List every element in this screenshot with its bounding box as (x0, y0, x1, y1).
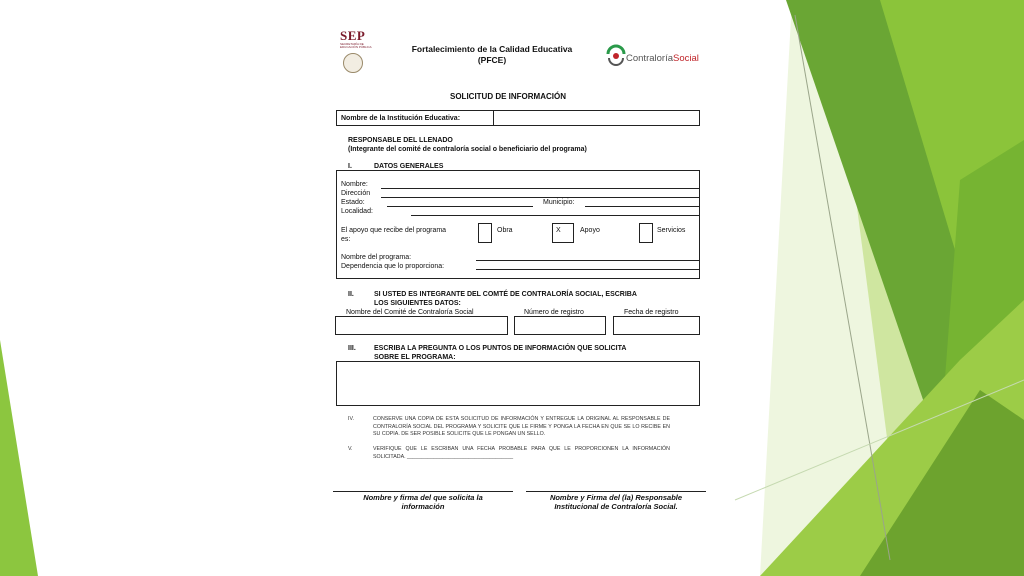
dependencia-field[interactable] (476, 269, 699, 270)
section5-text: VERIFIQUE QUE LE ESCRIBAN UNA FECHA PROBABLE PARA QUE LE PROPORCIONEN LA INFORMACIÓN SOLICITADA. ____________________________________ (373, 446, 670, 460)
pregunta-field[interactable] (336, 361, 700, 406)
signature-line-right (526, 491, 706, 492)
nombre-field[interactable] (381, 188, 699, 189)
contraloria-social-icon (606, 44, 626, 68)
datos-generales-box: Nombre: Dirección Estado: Municipio: Localidad: El apoyo que recibe del programa es: Obra X Apoyo Servicios Nombre del programa: Dependencia que lo proporciona: (336, 170, 700, 279)
institution-field[interactable]: Nombre de la Institución Educativa: (336, 110, 700, 126)
form-title: SOLICITUD DE INFORMACIÓN (450, 92, 566, 101)
obra-checkbox[interactable] (478, 223, 492, 243)
programa-field[interactable] (476, 260, 699, 261)
signature-left: Nombre y firma del que solicita la información (363, 493, 483, 511)
localidad-field[interactable] (411, 215, 699, 216)
seal-icon (343, 53, 363, 73)
sep-logo-subtext: SECRETARÍA DE EDUCACIÓN PÚBLICA (340, 42, 372, 49)
section1-number: I. (348, 163, 352, 170)
section2-number: II. (348, 291, 354, 298)
section2-title: SI USTED ES INTEGRANTE DEL COMTÉ DE CONTRALORÍA SOCIAL, ESCRIBA LOS SIGUIENTES DATOS: (374, 291, 637, 307)
signature-right: Nombre y Firma del (la) Responsable Institucional de Contraloría Social. (549, 493, 683, 511)
fecha-registro-field[interactable] (613, 316, 700, 335)
section4-number: IV. (348, 416, 354, 422)
responsable-title: RESPONSABLE DEL LLENADO (Integrante del comité de contraloría social o beneficiario del programa) (348, 137, 587, 153)
municipio-field[interactable] (585, 206, 699, 207)
servicios-checkbox[interactable] (639, 223, 653, 243)
section5-number: V. (348, 446, 353, 452)
section1-title: DATOS GENERALES (374, 163, 444, 170)
contraloria-social-logo: ContraloríaSocial (626, 53, 699, 64)
program-title: Fortalecimiento de la Calidad Educativa (PFCE) (411, 44, 573, 65)
apoyo-question: El apoyo que recibe del programa es: (341, 227, 447, 243)
estado-field[interactable] (387, 206, 533, 207)
sep-logo: SEP (340, 28, 366, 43)
apoyo-checkbox[interactable]: X (552, 223, 574, 243)
left-green-triangle (0, 340, 38, 576)
direccion-field[interactable] (381, 197, 699, 198)
comite-field[interactable] (335, 316, 508, 335)
signature-line-left (333, 491, 513, 492)
form-document: SEP SECRETARÍA DE EDUCACIÓN PÚBLICA Fortalecimiento de la Calidad Educativa (PFCE) ContraloríaSocial SOLICITUD DE INFORMACIÓN Nombre de la Institución Educativa: RESPONSABLE DEL LLENADO (Integrante del comité de contraloría social o beneficiario del programa) I. DATOS GENERALES Nombre: Dirección Estado: Municipio: Localidad: El apoyo que recibe del programa es: Obra X Apoyo Servicios Nombre del programa: Dependencia que lo proporciona: II. SI USTED ES INTEGRANTE DEL COMTÉ DE CONTRALORÍA SOCIAL, ESCRIBA LOS SIGUIENTES DATOS: Nombre del Comité de Contraloría Social Número de registro Fecha de registro III. ESCRIBA LA PREGUNTA O LOS PUNTOS DE INFORMACIÓN QUE SOLICITA SOBRE EL PROGRAMA: IV. CONSERVE UNA COPIA DE ESTA SOLICITUD DE INFORMACIÓN Y ENTREGUE LA ORIGINAL AL RESPONSABLE DE CONTRALORÍA SOCIAL DEL PROGRAMA Y SOLICITE QUE LE FIRME Y PONGA LA FECHA EN QUE SE LO RECIBE EN SU COPIA. DE SER POSIBLE SOLICITE QUE LE PONGAN UN SELLO. V. VERIFIQUE QUE LE ESCRIBAN UNA FECHA PROBABLE PARA QUE LE PROPORCIONEN LA INFORMACIÓN SOLICITADA. ____________________________________ Nombre y firma del que solicita la información Nombre y Firma del (la) Responsable Institucional de Contraloría Social. (330, 20, 710, 520)
numero-registro-field[interactable] (514, 316, 606, 335)
section3-title: ESCRIBA LA PREGUNTA O LOS PUNTOS DE INFORMACIÓN QUE SOLICITA SOBRE EL PROGRAMA: (374, 345, 627, 361)
section3-number: III. (348, 345, 356, 352)
section4-text: CONSERVE UNA COPIA DE ESTA SOLICITUD DE INFORMACIÓN Y ENTREGUE LA ORIGINAL AL RESPONSABLE DE CONTRALORÍA SOCIAL DEL PROGRAMA Y SOLICITE QUE LE FIRME Y PONGA LA FECHA EN QUE SE LO RECIBE EN SU COPIA. DE SER POSIBLE SOLICITE QUE LE PONGAN UN SELLO. (373, 416, 670, 437)
